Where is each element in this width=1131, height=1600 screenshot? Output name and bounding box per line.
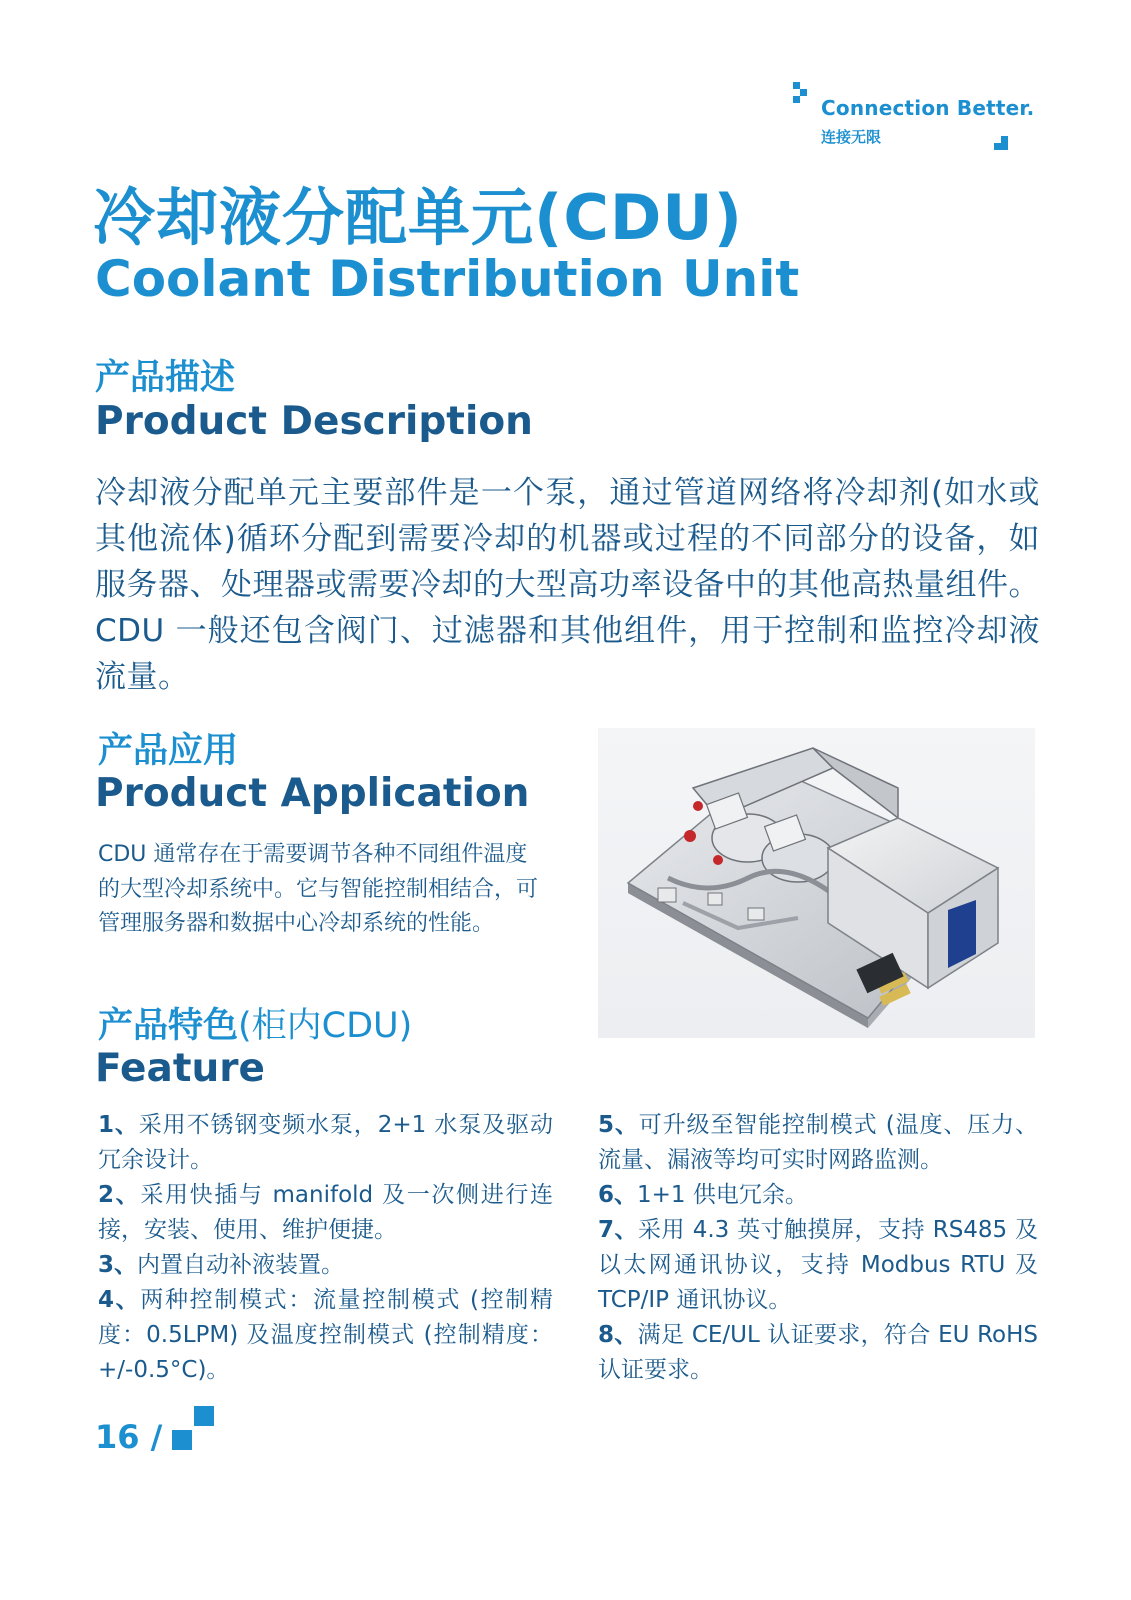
feature-item: 5、可升级至智能控制模式 (温度、压力、流量、漏液等均可实时网路监测。: [598, 1112, 1038, 1173]
description-heading-en: Product Description: [95, 399, 533, 444]
feature-heading-en: Feature: [95, 1046, 265, 1091]
feature-list-right: [598, 1108, 1038, 1388]
page-square-icon: [194, 1406, 214, 1426]
feature-item: 2、采用快插与 manifold 及一次侧进行连接，安装、使用、维护便捷。: [98, 1182, 553, 1243]
page-square-icon: [172, 1430, 192, 1450]
page-number: 16 /: [95, 1418, 163, 1456]
logo-square-icon: [1001, 136, 1008, 143]
application-heading-en: Product Application: [95, 771, 530, 816]
application-heading-cn: 产品应用: [98, 731, 239, 771]
logo-square-icon: [793, 82, 800, 89]
brand-tagline-en: Connection Better.: [821, 96, 1035, 120]
logo-square-icon: [1001, 143, 1008, 150]
feature-heading-cn: [98, 998, 412, 1048]
brand-tagline-cn: 连接无限: [821, 128, 882, 146]
logo-square-icon: [793, 96, 800, 103]
feature-item: 4、两种控制模式：流量控制模式 (控制精度：0.5LPM) 及温度控制模式 (控制精度：+/-0.5°C)。: [98, 1287, 553, 1383]
feature-list-left: [98, 1108, 553, 1388]
feature-item: 8、满足 CE/UL 认证要求，符合 EU RoHS 认证要求。: [598, 1322, 1038, 1383]
cdu-illustration: [598, 728, 1035, 1038]
feature-item: 6、1+1 供电冗余。: [598, 1182, 808, 1208]
feature-heading-cn-suffix: (柜内CDU): [238, 1006, 413, 1046]
description-body: 冷却液分配单元主要部件是一个泵，通过管道网络将冷却剂(如水或其他流体)循环分配到需要冷却的机器或过程的不同部分的设备，如服务器、处理器或需要冷却的大型高功率设备中的其他高热量组件。CDU 一般还包含阀门、过滤器和其他组件，用于控制和监控冷却液流量。: [95, 475, 1040, 695]
feature-item: 1、采用不锈钢变频水泵，2+1 水泵及驱动冗余设计。: [98, 1112, 553, 1173]
application-body: CDU 通常存在于需要调节各种不同组件温度的大型冷却系统中。它与智能控制相结合，可管理服务器和数据中心冷却系统的性能。: [98, 842, 539, 936]
feature-item: 3、内置自动补液装置。: [98, 1252, 345, 1278]
page-title-cn: 冷却液分配单元(CDU): [93, 181, 743, 254]
brand-logo: [805, 82, 1045, 162]
logo-square-icon: [800, 89, 807, 96]
page-title-en: Coolant Distribution Unit: [95, 250, 800, 308]
feature-item: 7、采用 4.3 英寸触摸屏，支持 RS485 及以太网通讯协议，支持 Modbus RTU 及 TCP/IP 通讯协议。: [598, 1217, 1038, 1313]
description-heading-cn: 产品描述: [95, 358, 236, 398]
logo-square-icon: [994, 143, 1001, 150]
feature-heading-cn-main: 产品特色: [98, 1006, 239, 1046]
cdu-product-image: [598, 728, 1035, 1038]
